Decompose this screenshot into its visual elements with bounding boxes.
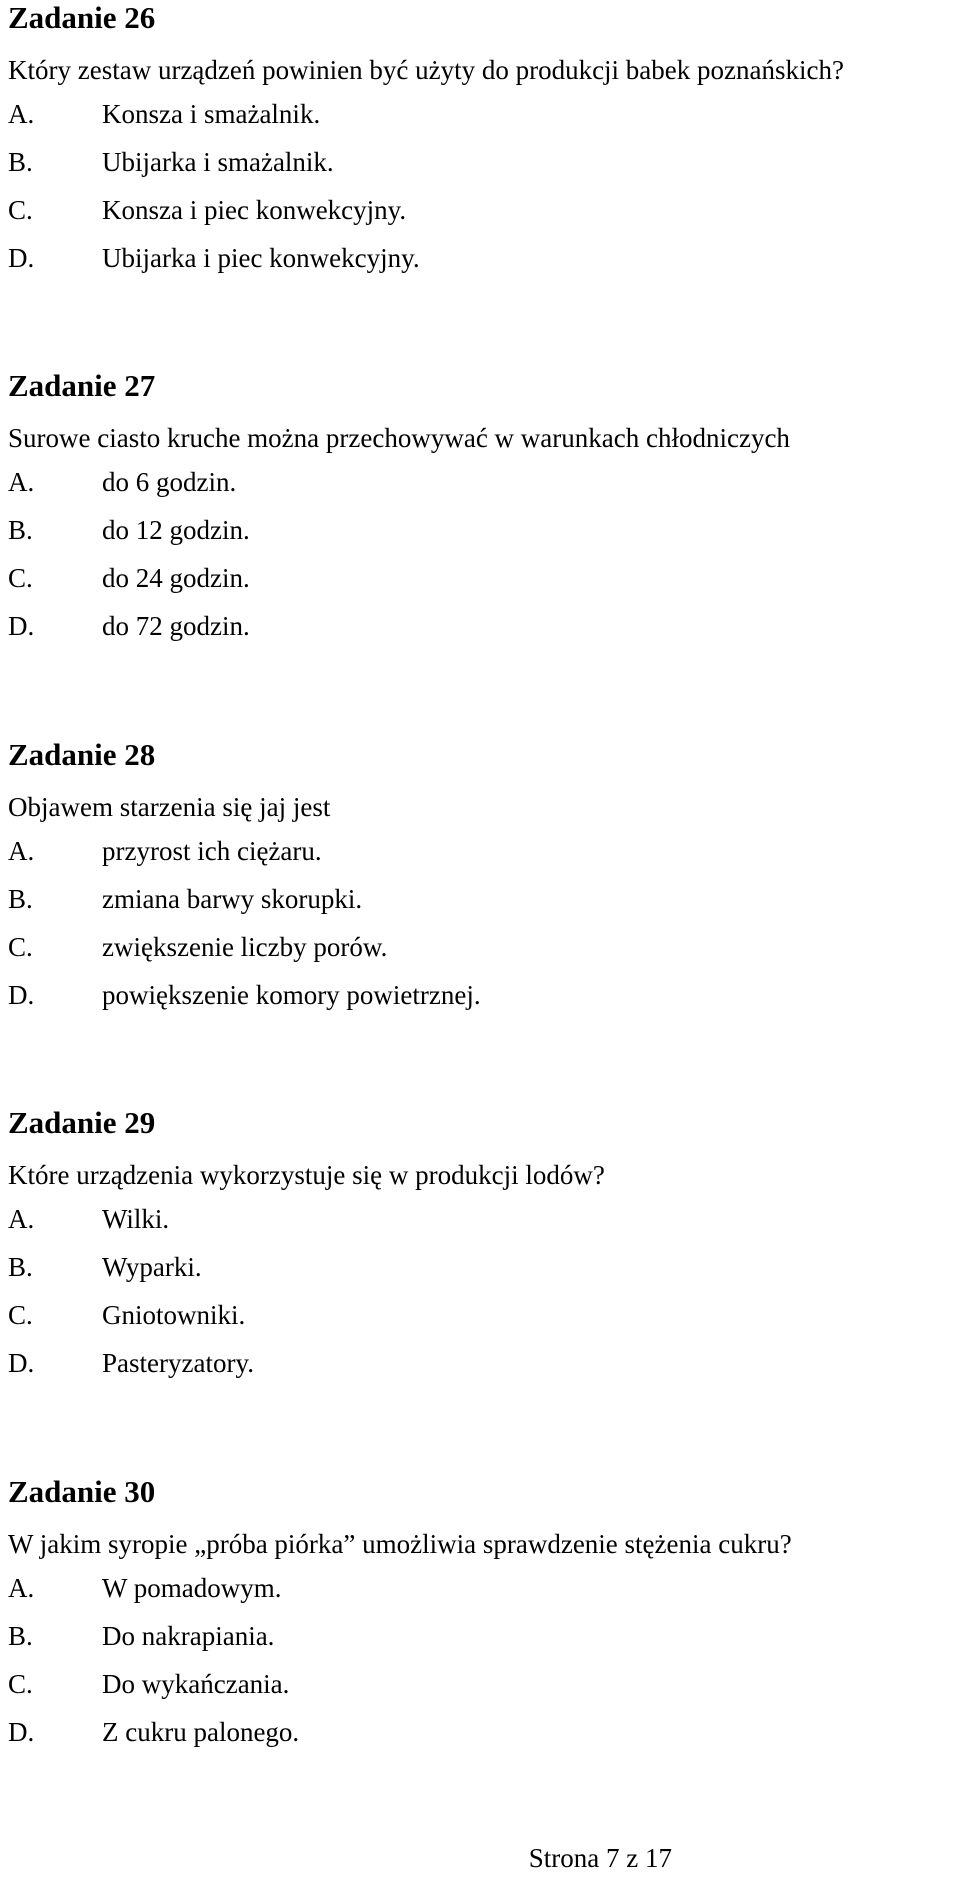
option-text: Wyparki. <box>102 1252 202 1282</box>
option-letter: A. <box>8 836 35 866</box>
option-letter: B. <box>8 884 33 914</box>
answer-options <box>8 835 948 1027</box>
answer-options <box>8 98 948 290</box>
option-letter: B. <box>8 147 33 177</box>
task-27 <box>8 368 948 658</box>
option-letter: D. <box>8 980 35 1010</box>
option-letter: A. <box>8 467 35 497</box>
answer-option-a <box>8 1203 948 1251</box>
answer-option-c <box>8 931 948 979</box>
option-letter: C. <box>8 195 33 225</box>
answer-option-c <box>8 562 948 610</box>
option-text: powiększenie komory powietrznej. <box>102 980 481 1010</box>
answer-options <box>8 1203 948 1395</box>
option-text: W pomadowym. <box>102 1573 282 1603</box>
option-text: do 24 godzin. <box>102 563 250 593</box>
task-title: Zadanie 27 <box>8 368 156 403</box>
answer-option-a <box>8 466 948 514</box>
option-text: do 72 godzin. <box>102 611 250 641</box>
task-question: Które urządzenia wykorzystuje się w produkcji lodów? <box>8 1160 605 1190</box>
option-letter: D. <box>8 611 35 641</box>
task-28 <box>8 737 948 1027</box>
option-text: przyrost ich ciężaru. <box>102 836 322 866</box>
option-letter: B. <box>8 1252 33 1282</box>
option-letter: A. <box>8 1573 35 1603</box>
task-26 <box>8 0 948 290</box>
option-letter: D. <box>8 1717 35 1747</box>
answer-option-b <box>8 146 948 194</box>
option-letter: A. <box>8 99 35 129</box>
option-letter: A. <box>8 1204 35 1234</box>
option-letter: D. <box>8 1348 35 1378</box>
option-text: Do nakrapiania. <box>102 1621 275 1651</box>
option-text: do 12 godzin. <box>102 515 250 545</box>
option-text: Konsza i piec konwekcyjny. <box>102 195 407 225</box>
answer-option-b <box>8 1251 948 1299</box>
answer-option-d <box>8 1716 948 1764</box>
task-29 <box>8 1105 948 1395</box>
answer-option-d <box>8 242 948 290</box>
answer-option-a <box>8 1572 948 1620</box>
task-title: Zadanie 28 <box>8 737 156 772</box>
answer-option-a <box>8 835 948 883</box>
option-text: Gniotowniki. <box>102 1300 246 1330</box>
option-letter: C. <box>8 563 33 593</box>
task-question: Który zestaw urządzeń powinien być użyty do produkcji babek poznańskich? <box>8 55 844 85</box>
option-text: Wilki. <box>102 1204 170 1234</box>
answer-option-d <box>8 979 948 1027</box>
option-letter: C. <box>8 932 33 962</box>
answer-option-c <box>8 1299 948 1347</box>
option-letter: B. <box>8 515 33 545</box>
task-question: W jakim syropie „próba piórka” umożliwia sprawdzenie stężenia cukru? <box>8 1529 792 1559</box>
answer-option-d <box>8 1347 948 1395</box>
task-30 <box>8 1474 948 1764</box>
answer-option-b <box>8 514 948 562</box>
option-text: Z cukru palonego. <box>102 1717 300 1747</box>
answer-options <box>8 466 948 658</box>
option-text: Konsza i smażalnik. <box>102 99 321 129</box>
option-text: do 6 godzin. <box>102 467 237 497</box>
task-title: Zadanie 26 <box>8 0 156 35</box>
task-question: Objawem starzenia się jaj jest <box>8 792 331 822</box>
option-text: Do wykańczania. <box>102 1669 290 1699</box>
option-text: Ubijarka i piec konwekcyjny. <box>102 243 420 273</box>
task-title: Zadanie 29 <box>8 1105 156 1140</box>
option-text: Pasteryzatory. <box>102 1348 254 1378</box>
answer-option-a <box>8 98 948 146</box>
option-text: zmiana barwy skorupki. <box>102 884 363 914</box>
task-question: Surowe ciasto kruche można przechowywać w warunkach chłodniczych <box>8 423 790 453</box>
answer-option-b <box>8 1620 948 1668</box>
task-title: Zadanie 30 <box>8 1474 156 1509</box>
page-number: Strona 7 z 17 <box>528 1843 672 1873</box>
answer-option-b <box>8 883 948 931</box>
option-letter: C. <box>8 1300 33 1330</box>
answer-option-c <box>8 194 948 242</box>
answer-options <box>8 1572 948 1764</box>
answer-option-d <box>8 610 948 658</box>
option-letter: B. <box>8 1621 33 1651</box>
option-letter: D. <box>8 243 35 273</box>
option-text: zwiększenie liczby porów. <box>102 932 388 962</box>
answer-option-c <box>8 1668 948 1716</box>
option-text: Ubijarka i smażalnik. <box>102 147 334 177</box>
option-letter: C. <box>8 1669 33 1699</box>
